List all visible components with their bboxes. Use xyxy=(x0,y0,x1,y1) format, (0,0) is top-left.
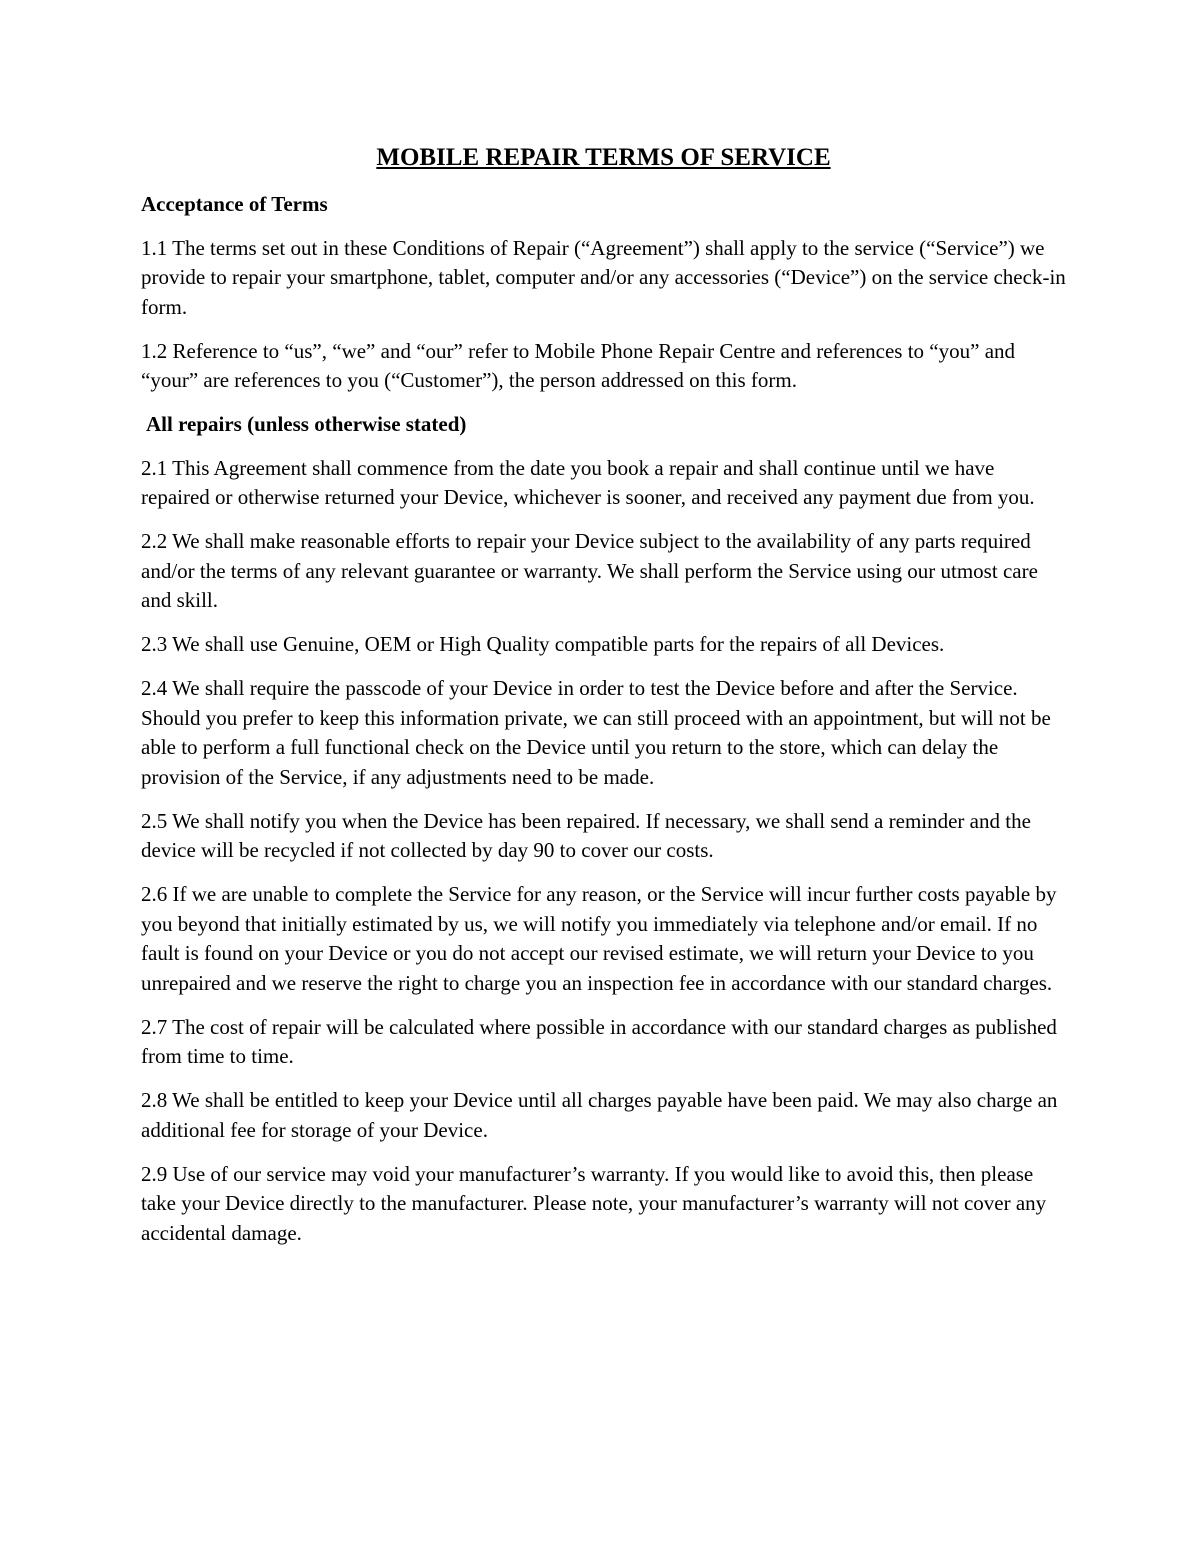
clause-2-9: 2.9 Use of our service may void your manufacturer’s warranty. If you would like to avoid this, then please take your Device directly to the manufacturer. Please note, your manufacturer’s warranty will not cover any accidental damage. xyxy=(141,1161,1047,1245)
clause-2-8: 2.8 We shall be entitled to keep your Device until all charges payable have been paid. We may also charge an additional fee for storage of your Device. xyxy=(141,1088,1058,1142)
section-heading: Acceptance of Terms xyxy=(141,192,328,216)
clause-1-2: 1.2 Reference to “us”, “we” and “our” refer to Mobile Phone Repair Centre and references to “you” and “your” are references to you (“Customer”), the person addressed on this form. xyxy=(141,338,1016,392)
clause-2-6: 2.6 If we are unable to complete the Service for any reason, or the Service will incur further costs payable by you beyond that initially estimated by us, we will notify you immediately via telephone and/or email. If no fault is found on your Device or you do not accept our revised estimate, we will return your Device to you unrepaired and we reserve the right to charge you an inspection fee in accordance with our standard charges. xyxy=(141,882,1057,995)
clause-2-7: 2.7 The cost of repair will be calculated where possible in accordance with our standard charges as published from time to time. xyxy=(141,1014,1057,1068)
clause-2-3: 2.3 We shall use Genuine, OEM or High Quality compatible parts for the repairs of all Devices. xyxy=(141,632,945,656)
clause-2-2: 2.2 We shall make reasonable efforts to repair your Device subject to the availability of any parts required and/or the terms of any relevant guarantee or warranty. We shall perform the Service using our utmost care and skill. xyxy=(141,529,1038,612)
clause-2-1: 2.1 This Agreement shall commence from the date you book a repair and shall continue until we have repaired or otherwise returned your Device, whichever is sooner, and received any payment due from you. xyxy=(141,455,1035,509)
section-acceptance-of-terms xyxy=(141,190,1066,396)
section-all-repairs xyxy=(141,410,1066,1248)
document-body xyxy=(141,142,1066,1263)
clause-2-4: 2.4 We shall require the passcode of your Device in order to test the Device before and after the Service. Should you prefer to keep this information private, we can still proceed with an appointment, but will not be able to perform a full functional check on the Device until you return to the store, which can delay the provision of the Service, if any adjustments need to be made. xyxy=(141,676,1051,789)
clause-1-1: 1.1 The terms set out in these Conditions of Repair (“Agreement”) shall apply to the service (“Service”) we provide to repair your smartphone, tablet, computer and/or any accessories (“Device”) on the service check-in form. xyxy=(141,235,1066,319)
document-title: MOBILE REPAIR TERMS OF SERVICE xyxy=(376,144,831,171)
section-heading: All repairs (unless otherwise stated) xyxy=(146,412,467,436)
clause-2-5: 2.5 We shall notify you when the Device has been repaired. If necessary, we shall send a reminder and the device will be recycled if not collected by day 90 to cover our costs. xyxy=(141,808,1031,862)
